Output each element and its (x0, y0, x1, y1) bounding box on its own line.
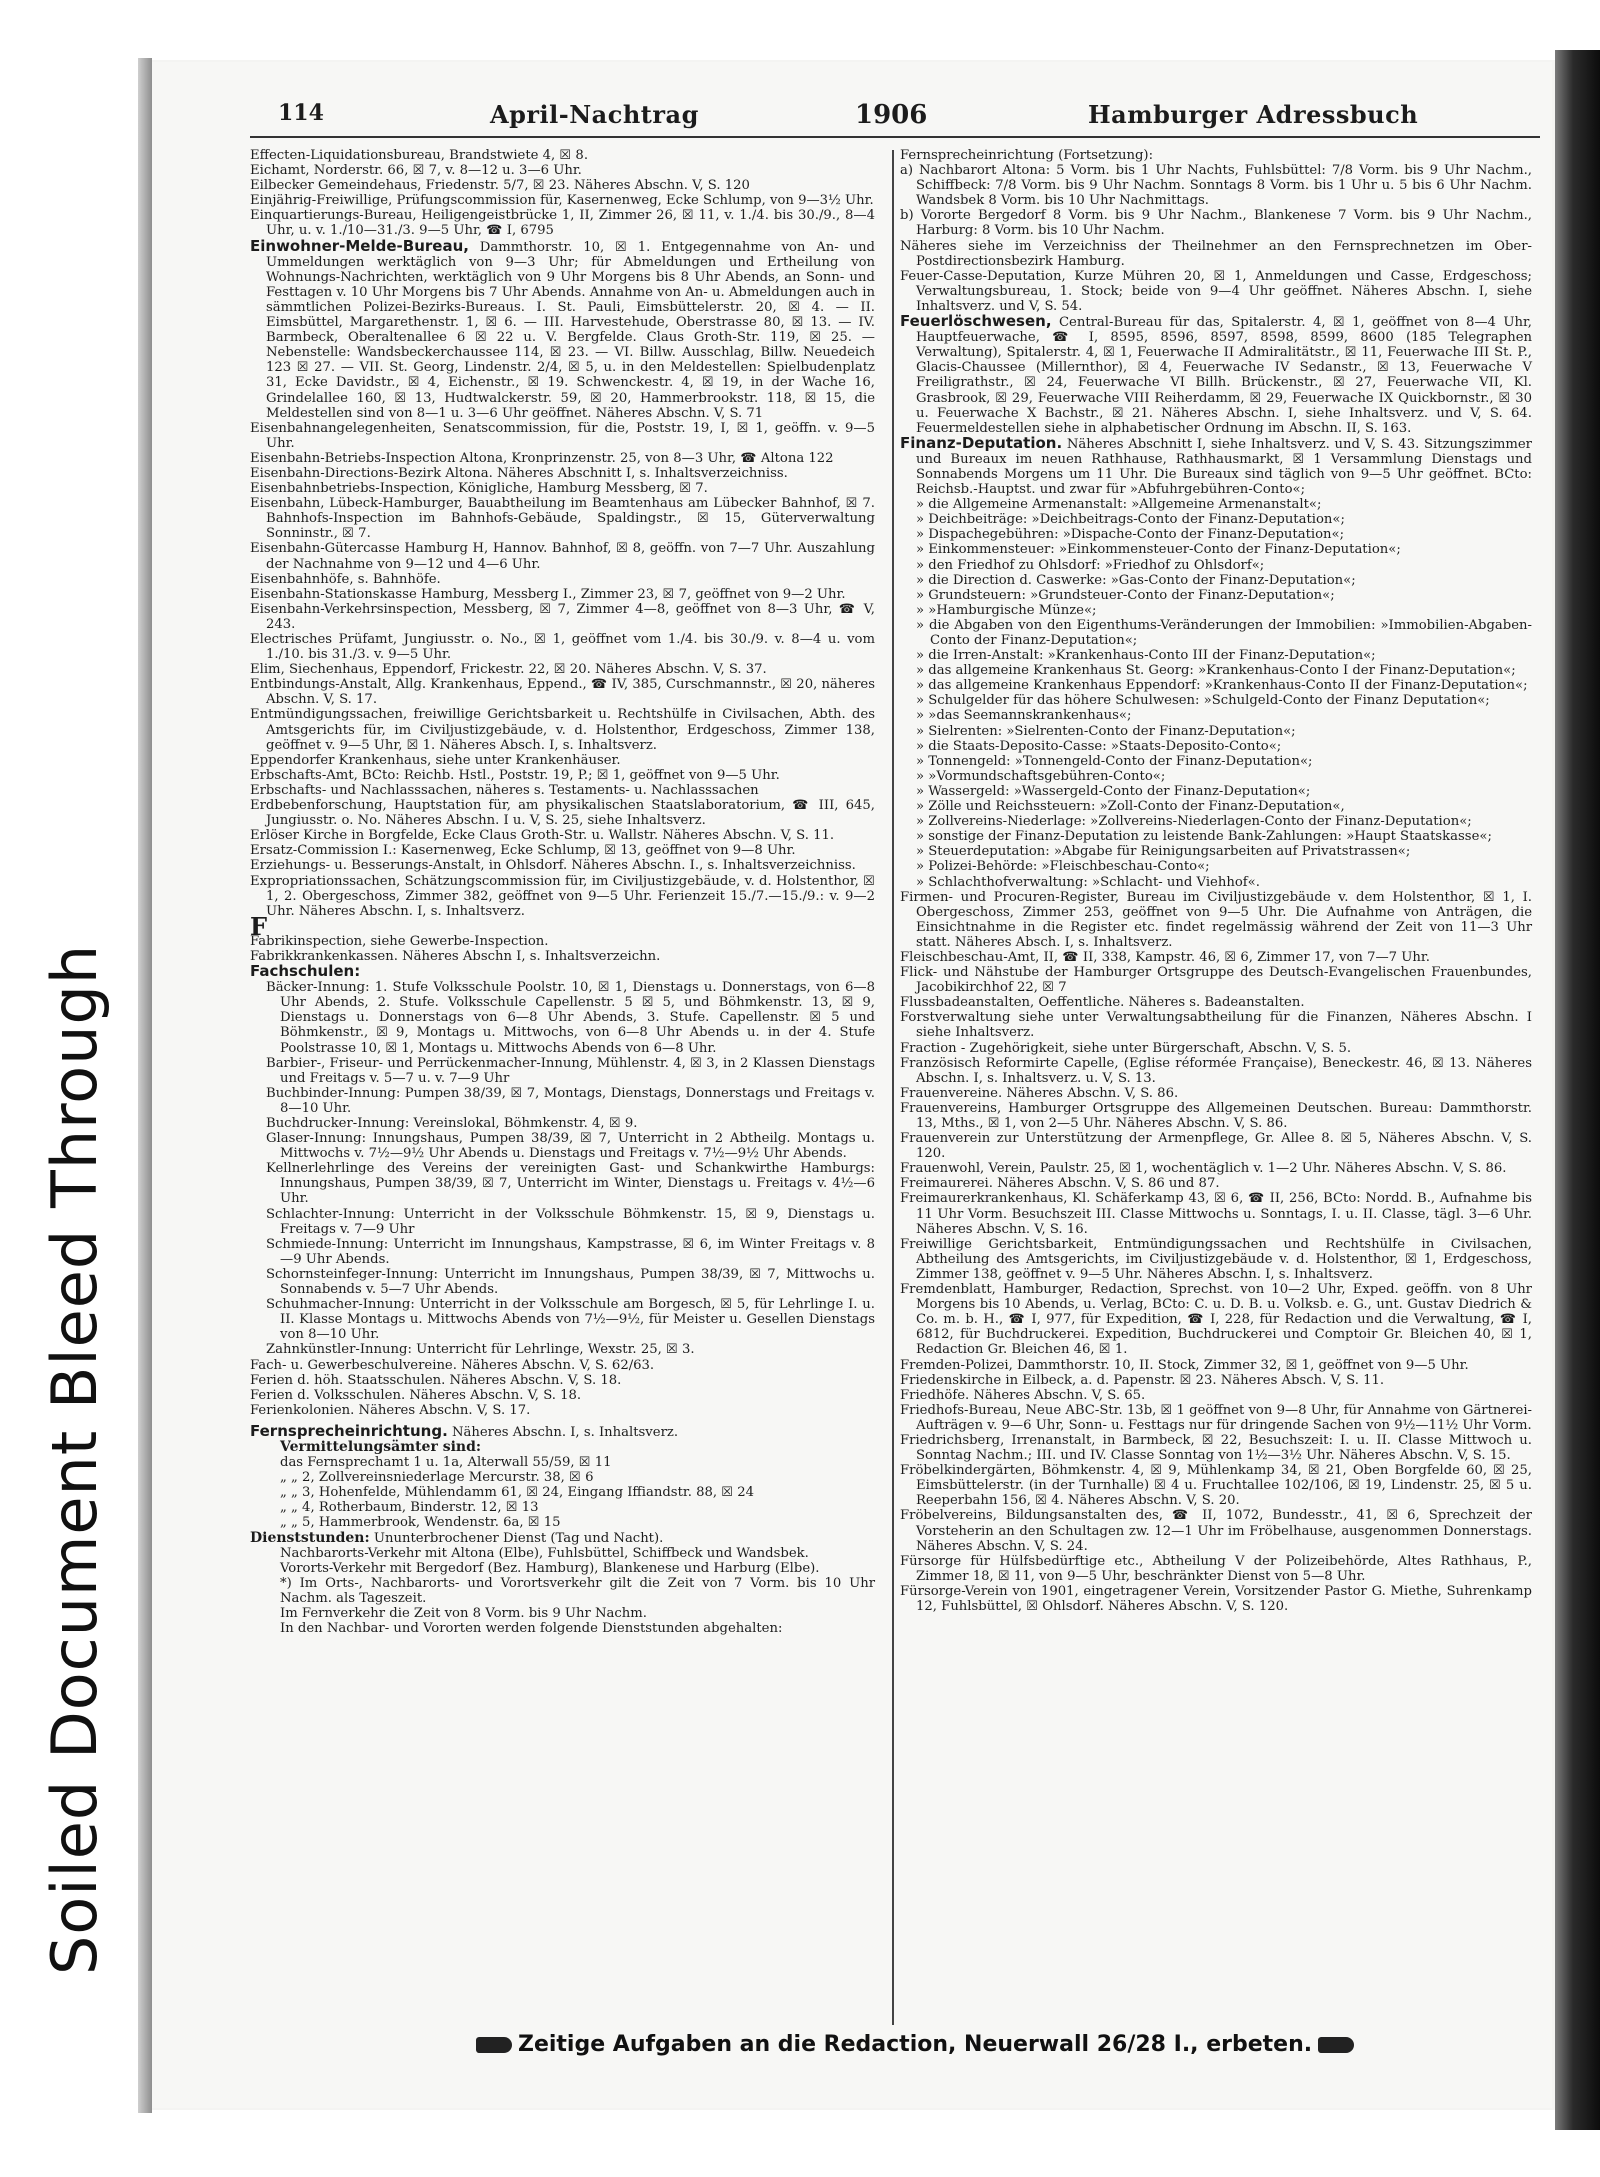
finanz-item: » Wassergeld: »Wassergeld-Conto der Finanz-Deputation«; (916, 783, 1311, 799)
fach-entry: Schmiede-Innung: Unterricht im Innungshaus, Kampstrasse, ☒ 6, im Winter Freitags v. 8—9 Uhr Abends. (266, 1236, 875, 1267)
directory-entry: Forstverwaltung siehe unter Verwaltungsabtheilung für die Finanzen, Näheres Abschn. I siehe Inhaltsverz. (900, 1010, 1532, 1041)
dienst-entry: Vororts-Verkehr mit Bergedorf (Bez. Hamburg), Blankenese und Harburg (Elbe). (280, 1560, 820, 1576)
directory-entry: Fabrikinspection, siehe Gewerbe-Inspection. (250, 933, 549, 949)
header-rule (250, 136, 1540, 138)
fach-list (250, 980, 875, 1357)
directory-entry: Ferienkolonien. Näheres Abschn. V, S. 17. (250, 1402, 531, 1418)
entry-list (250, 1358, 875, 1418)
finanz-item: » Dispachegebühren: »Dispache-Conto der Finanz-Deputation«; (916, 527, 1345, 543)
finanz-item: » den Friedhof zu Ohlsdorf: »Friedhof zu Ohlsdorf«; (916, 557, 1265, 573)
directory-entry: Eisenbahn-Betriebs-Inspection Altona, Kronprinzenstr. 25, von 8—3 Uhr, ☎ Altona 122 (250, 450, 834, 466)
pointing-hand-icon (1318, 2037, 1354, 2053)
directory-entry: Erziehungs- u. Besserungs-Anstalt, in Ohlsdorf. Näheres Abschn. I., s. Inhaltsverzeichniss. (250, 858, 856, 874)
entry-list (250, 148, 875, 239)
feuer-heading: Feuerlöschwesen, (900, 312, 1052, 331)
directory-entry: Französisch Reformirte Capelle, (Eglise réformée Française), Beneckestr. 46, ☒ 13. Näheres Abschn. I, s. Inhaltsverz. u. V, S. 13. (900, 1055, 1532, 1086)
fach-heading: Fachschulen: (250, 962, 361, 981)
directory-entry: a) Nachbarort Altona: 5 Vorm. bis 1 Uhr Nachts, Fuhlsbüttel: 7/8 Vorm. bis 9 Uhr Nachm., Schiffbeck: 7/8 Vorm. bis 9 Uhr Nachm. Sonntags 8 Vorm. bis 1 Uhr u. 5 bis 6 Uhr Nachm. Wandsbek 8 Vorm. bis 10 Uhr Nachmittags. (900, 163, 1532, 209)
melde-entry (250, 236, 875, 421)
feuer-text: Central-Bureau für das, Spitalerstr. 4, ☒ 1, geöffnet von 8—4 Uhr, Hauptfeuerwache, ☎ I, 8595, 8596, 8597, 8598, 8599, 8600 (185 Telegraphen Verwaltung), Spitalerstr. 4, ☒ 1, Feuerwache II Admiralitätstr., ☒ 11, Feuerwache III St. P., Glacis-Chaussee (Millernthor), ☒ 4, Feuerwache IV Sedanstr., ☒ 13, Feuerwache V Freiligrathstr., ☒ 24, Feuerwache VI Billh. Brückenstr., ☒ 27, Feuerwache VII, Kl. Grasbrook, ☒ 29, Feuerwache VIII Reiherdamm, ☒ 29, Feuerwache IX Quickbornstr., ☒ 30 u. Feuerwache X Bachstr., ☒ 21. Näheres Abschn. I, siehe Inhaltsverz. und V, S. 64. Feuermeldestellen siehe in alphabetischer Ordnung im Abschn. II, S. 163. (916, 315, 1532, 436)
directory-entry: Frauenverein zur Unterstützung der Armenpflege, Gr. Allee 8. ☒ 5, Näheres Abschn. V, S. 120. (900, 1131, 1532, 1162)
directory-entry: Effecten-Liquidationsbureau, Brandstwiete 4, ☒ 8. (250, 148, 589, 163)
directory-entry: Freiwillige Gerichtsbarkeit, Entmündigungssachen und Rechtshülfe in Civilsachen, Abtheilung des Amtsgerichts, im Civiljustizgebäude v. d. Holstenthor, ☒ 1, Erdgeschoss, Zimmer 138, geöffnet v. 9—5 Uhr. Näheres Abschn. I, s. Inhaltsverz. (900, 1236, 1532, 1282)
right-column (900, 148, 1532, 1614)
finanz-item: » Schulgelder für das höhere Schulwesen: »Schulgeld-Conto der Finanz Deputation«; (916, 693, 1490, 709)
finanz-item: » Steuerdeputation: »Abgabe für Reinigungsarbeiten auf Privatstrassen«; (916, 844, 1411, 860)
fach-entry: Barbier-, Friseur- und Perrückenmacher-Innung, Mühlenstr. 4, ☒ 3, in 2 Klassen Dienstags und Freitags v. 5—7 u. v. 7—9 Uhr (266, 1055, 875, 1086)
section-title: April-Nachtrag (490, 100, 699, 129)
directory-entry: Frauenvereins, Hamburger Ortsgruppe des Allgemeinen Deutschen. Bureau: Dammthorstr. 13, Mths., ☒ 1, von 2—5 Uhr. Näheres Abschn. V, S. 86. (900, 1100, 1532, 1131)
column-divider (892, 150, 894, 2025)
finanz-list (900, 497, 1532, 889)
footer-text: Zeitige Aufgaben an die Redaction, Neuerwall 26/28 I., erbeten. (518, 2032, 1313, 2057)
directory-entry: Einjährig-Freiwillige, Prüfungscommission für, Kasernenweg, Ecke Schlump, von 9—3½ Uhr. (250, 193, 874, 209)
directory-entry: Flussbadeanstalten, Oeffentliche. Näheres s. Badeanstalten. (900, 995, 1305, 1011)
directory-entry: Fürsorge für Hülfsbedürftige etc., Abtheilung V der Polizeibehörde, Altes Rathhaus, P., Zimmer 18, ☒ 11, von 9—5 Uhr, beschränkter Dienst von 5—8 Uhr. (900, 1553, 1532, 1584)
fach-entry: Zahnkünstler-Innung: Unterricht für Lehrlinge, Wexstr. 25, ☒ 3. (266, 1342, 695, 1358)
directory-entry: Fleischbeschau-Amt, II, ☎ II, 338, Kampstr. 46, ☒ 6, Zimmer 17, von 7—7 Uhr. (900, 949, 1430, 965)
page-footer (470, 2032, 1370, 2068)
fach-entry: Buchbinder-Innung: Pumpen 38/39, ☒ 7, Montags, Dienstags, Donnerstags und Freitags v. 8—10 Uhr. (266, 1085, 875, 1116)
directory-entry: Näheres siehe im Verzeichniss der Theilnehmer an den Fernsprechnetzen im Ober-Postdirectionsbezirk Hamburg. (900, 238, 1532, 269)
fach-entry: Buchdrucker-Innung: Vereinslokal, Böhmkenstr. 4, ☒ 9. (266, 1116, 638, 1131)
directory-entry: Eisenbahnangelegenheiten, Senatscommission, für die, Poststr. 19, I, ☒ 1, geöffn. v. 9—5 Uhr. (250, 420, 875, 451)
fach-entry: Schlachter-Innung: Unterricht in der Volksschule Böhmkenstr. 15, ☒ 9, Dienstags u. Freitags v. 7—9 Uhr (266, 1206, 875, 1237)
directory-entry: Eppendorfer Krankenhaus, siehe unter Krankenhäuser. (250, 752, 621, 768)
section-letter: F (250, 911, 268, 941)
directory-entry: Frauenwohl, Verein, Paulstr. 25, ☒ 1, wochentäglich v. 1—2 Uhr. Näheres Abschn. V, S. 86. (900, 1161, 1507, 1177)
finanz-item: » »Hamburgische Münze«; (916, 602, 1097, 618)
finanz-entry (900, 433, 1532, 498)
finanz-item: » die Staats-Deposito-Casse: »Staats-Deposito-Conto«; (916, 738, 1282, 754)
finanz-item: » Polizei-Behörde: »Fleischbeschau-Conto«; (916, 859, 1210, 875)
directory-entry: Friedenskirche in Eilbeck, a. d. Papenstr. ☒ 23. Näheres Absch. V, S. 11. (900, 1372, 1385, 1388)
left-column (250, 148, 875, 1636)
directory-entry: Eisenbahnhöfe, s. Bahnhöfe. (250, 571, 441, 587)
scan-dark-edge (1555, 50, 1600, 2130)
page-number: 114 (278, 100, 324, 126)
melde-heading: Einwohner-Melde-Bureau, (250, 236, 469, 255)
finanz-heading: Finanz-Deputation. (900, 433, 1063, 452)
directory-entry: Electrisches Prüfamt, Jungiusstr. o. No., ☒ 1, geöffnet vom 1./4. bis 30./9. v. 8—4 u. vom 1./10. bis 31./3. v. 9—5 Uhr. (250, 632, 875, 663)
finanz-item: » Schlachthofverwaltung: »Schlacht- und Viehhof«. (916, 874, 1260, 890)
finanz-item: » die Abgaben von den Eigenthums-Veränderungen der Immobilien: »Immobilien-Abgaben-Conto der Finanz-Deputation«; (916, 617, 1532, 648)
dienst-entry: Im Fernverkehr die Zeit von 8 Vorm. bis 9 Uhr Nachm. (280, 1606, 647, 1621)
directory-entry: Erdbebenforschung, Hauptstation für, am physikalischen Staatslaboratorium, ☎ III, 645, Jungiusstr. o. No. Näheres Abschn. I u. V, S. 25, siehe Inhaltsverz. (250, 798, 875, 829)
verm-entry: „ „ 2, Zollvereinsniederlage Mercurstr. 38, ☒ 6 (280, 1470, 594, 1486)
fach-entry: Bäcker-Innung: 1. Stufe Volksschule Poolstr. 10, ☒ 1, Dienstags u. Donnerstags, von 6—8 Uhr Abends, 2. Stufe. Volksschule Capellenstr. 5 ☒ 5, und Böhmkenstr. 13, ☒ 9, Dienstags u. Donnerstags von 6—8 Uhr Abends, 3. Stufe. Capellenstr. ☒ 5 und Böhmkenstr., ☒ 9, Montags u. Mittwochs, von 6—8 Uhr Abends u. in der 4. Stufe Poolstrasse 10, ☒ 1, Montags u. Mittwochs Abends von 6—8 Uhr. (266, 980, 875, 1056)
directory-entry: Erbschafts-Amt, BCto: Reichb. Hstl., Poststr. 19, P.; ☒ 1, geöffnet von 9—5 Uhr. (250, 767, 780, 783)
directory-entry: Flick- und Nähstube der Hamburger Ortsgruppe des Deutsch-Evangelischen Frauenbundes, Jacobikirchhof 22, ☒ 7 (900, 965, 1532, 996)
book-title: Hamburger Adressbuch (1088, 100, 1419, 129)
finanz-item: » die Irren-Anstalt: »Krankenhaus-Conto III der Finanz-Deputation«; (916, 648, 1376, 664)
fach-entry: Schuhmacher-Innung: Unterricht in der Volksschule am Borgesch, ☒ 5, für Lehrlinge I. u. II. Klasse Montags u. Mittwochs Abends von 7½—9½, für Meister u. Gesellen Dienstags von 8—10 Uhr. (266, 1297, 875, 1343)
finanz-text: Näheres Abschnitt I, siehe Inhaltsverz. und V, S. 43. Sitzungszimmer und Bureaux im neuen Rathhause, Rathhausmarkt, ☒ 1 Versammlung Dienstags und Sonnabends Morgens um 11 Uhr. Die Bureaux sind täglich von 9—5 Uhr geöffnet. BCto: Reichsb.-Hauptst. und zwar für »Abfuhrgebühren-Conto«; (916, 436, 1532, 498)
entry-list (900, 148, 1532, 314)
directory-entry: Ferien d. Volksschulen. Näheres Abschn. V, S. 18. (250, 1387, 582, 1403)
finanz-item: » sonstige der Finanz-Deputation zu leistende Bank-Zahlungen: »Haupt Staatskasse«; (916, 829, 1492, 845)
dienst-entry (250, 1531, 875, 1546)
directory-entry: Expropriationssachen, Schätzungscommission für, im Civiljustizgebäude, v. d. Holstenthor, ☒ 1, 2. Obergeschoss, Zimmer 382, geöffnet von 9—5 Uhr. Ferienzeit 15./7.—15./9.: v. 9—2 Uhr. Näheres Abschn. I, s. Inhaltsverz. (250, 873, 875, 919)
verm-entry: „ „ 4, Rotherbaum, Binderstr. 12, ☒ 13 (280, 1500, 539, 1516)
dienst-list (250, 1546, 875, 1637)
verm-entry: „ „ 5, Hammerbrook, Wendenstr. 6a, ☒ 15 (280, 1515, 561, 1531)
directory-entry: Ersatz-Commission I.: Kasernenweg, Ecke Schlump, ☒ 13, geöffnet von 9—8 Uhr. (250, 843, 796, 859)
finanz-item: » Einkommensteuer: »Einkommensteuer-Conto der Finanz-Deputation«; (916, 542, 1401, 558)
directory-entry: Fernsprecheinrichtung (Fortsetzung): (900, 148, 1154, 163)
year-title: 1906 (855, 100, 928, 130)
directory-entry: Eisenbahn-Verkehrsinspection, Messberg, ☒ 7, Zimmer 4—8, geöffnet von 8—3 Uhr, ☎ V, 243. (250, 601, 875, 632)
directory-entry: Eisenbahnbetriebs-Inspection, Königliche, Hamburg Messberg, ☒ 7. (250, 481, 708, 497)
verm-list (250, 1455, 875, 1530)
directory-entry: Entbindungs-Anstalt, Allg. Krankenhaus, Eppend., ☎ IV, 385, Curschmannstr., ☒ 20, näheres Abschn. V, S. 17. (250, 677, 875, 708)
directory-entry: Eilbecker Gemeindehaus, Friedenstr. 5/7, ☒ 23. Näheres Abschn. V, S. 120 (250, 178, 750, 194)
verm-heading: Vermittelungsämter sind: (280, 1438, 482, 1455)
directory-entry: Fabrikkrankenkassen. Näheres Abschn I, s. Inhaltsverzeichn. (250, 948, 661, 964)
directory-entry: Fröbelkindergärten, Böhmkenstr. 4, ☒ 9, Mühlenkamp 34, ☒ 21, Oben Borgfelde 60, ☒ 25, Eimsbüttelerstr. (in der Turnhalle) ☒ 4 u. Fruchtallee 102/106, ☒ 19, Lindenstr. 25, ☒ 5 u. Reeperbahn 156, ☒ 4. Näheres Abschn. V, S. 20. (900, 1463, 1532, 1509)
entry-list (250, 934, 875, 964)
finanz-item: » das allgemeine Krankenhaus Eppendorf: »Krankenhaus-Conto II der Finanz-Deputation«; (916, 678, 1528, 694)
fach-entry: Kellnerlehrlinge des Vereins der vereinigten Gast- und Schankwirthe Hamburgs: Innungshaus, Pumpen 38/39, ☒ 7, Unterricht im Winter, Dienstags u. Freitags v. 4½—6 Uhr. (266, 1161, 875, 1207)
dienst-text: Ununterbrochener Dienst (Tag und Nacht). (373, 1530, 664, 1546)
finanz-item: » die Direction d. Caswerke: »Gas-Conto der Finanz-Deputation«; (916, 572, 1356, 588)
directory-entry: Eisenbahn, Lübeck-Hamburger, Bauabtheilung im Beamtenhaus am Lübecker Bahnhof, ☒ 7. Bahnhofs-Inspection im Bahnhofs-Gebäude, Spaldingstr., ☒ 15, Güterverwaltung Sonninstr., ☒ 7. (250, 496, 875, 542)
directory-entry: Elim, Siechenhaus, Eppendorf, Frickestr. 22, ☒ 20. Näheres Abschn. V, S. 37. (250, 662, 767, 678)
directory-entry: Fremden-Polizei, Dammthorstr. 10, II. Stock, Zimmer 32, ☒ 1, geöffnet von 9—5 Uhr. (900, 1357, 1469, 1373)
directory-entry: Freimaurerei. Näheres Abschn. V, S. 86 und 87. (900, 1176, 1220, 1192)
verm-entry: „ „ 3, Hohenfelde, Mühlendamm 61, ☒ 24, Eingang Iffiandstr. 88, ☒ 24 (280, 1485, 755, 1501)
directory-entry: b) Vororte Bergedorf 8 Vorm. bis 9 Uhr Nachm., Blankenese 7 Vorm. bis 9 Uhr Nachm., Harburg: 8 Vorm. bis 10 Uhr Nachm. (900, 208, 1532, 239)
finanz-item: » Grundsteuern: »Grundsteuer-Conto der Finanz-Deputation«; (916, 587, 1335, 603)
fach-entry: Glaser-Innung: Innungshaus, Pumpen 38/39, ☒ 7, Unterricht in 2 Abtheilg. Montags u. Mittwochs v. 7½—9½ Uhr Abends u. Dienstags und Freitags v. 7½—9½ Uhr Abends. (266, 1131, 875, 1162)
entry-list (900, 890, 1532, 1615)
directory-entry: Fach- u. Gewerbeschulvereine. Näheres Abschn. V, S. 62/63. (250, 1357, 655, 1373)
dienst-entry: In den Nachbar- und Vororten werden folgende Dienststunden abgehalten: (280, 1621, 783, 1637)
directory-entry: Eichamt, Norderstr. 66, ☒ 7, v. 8—12 u. 3—6 Uhr. (250, 163, 582, 179)
finanz-item: » die Allgemeine Armenanstalt: »Allgemeine Armenanstalt«; (916, 497, 1322, 513)
page-binding-edge (138, 58, 152, 2113)
directory-entry: Einquartierungs-Bureau, Heiligengeistbrücke 1, II, Zimmer 26, ☒ 11, v. 1./4. bis 30./9., 8—4 Uhr, u. v. 1./10—31./3. 9—5 Uhr, ☎ I, 6795 (250, 208, 875, 239)
page-header (250, 96, 1540, 136)
finanz-item: » Zollvereins-Niederlage: »Zollvereins-Niederlagen-Conto der Finanz-Deputation«; (916, 814, 1472, 830)
directory-entry: Friedrichsberg, Irrenanstalt, in Barmbeck, ☒ 22, Besuchszeit: I. u. II. Classe Mittwoch u. Sonntag Nachm.; III. und IV. Classe Sonntag von 1½—3½ Uhr. Näheres Abschn. V, S. 15. (900, 1432, 1532, 1464)
directory-entry: Fürsorge-Verein von 1901, eingetragener Verein, Vorsitzender Pastor G. Miethe, Suhrenkamp 12, Fuhlsbüttel, ☒ Ohlsdorf. Näheres Abschn. V, S. 120. (900, 1583, 1532, 1614)
directory-entry: Erbschafts- und Nachlasssachen, näheres s. Testaments- u. Nachlasssachen (250, 782, 759, 798)
verm-entry: das Fernsprechamt 1 u. 1a, Alterwall 55/59, ☒ 11 (280, 1455, 612, 1471)
fach-entry: Schornsteinfeger-Innung: Unterricht im Innungshaus, Pumpen 38/39, ☒ 7, Mittwochs u. Sonnabends v. 5—7 Uhr Abends. (266, 1266, 875, 1298)
directory-entry: Firmen- und Procuren-Register, Bureau im Civiljustizgebäude v. dem Holstenthor, ☒ 1, I. Obergeschoss, Zimmer 253, geöffnet von 9—5 Uhr. Die Aufnahme von Anträgen, die Einsichtnahme in die Register etc. findet regelmässig während der Zeit von 11—3 Uhr statt. Näheres Absch. I, s. Inhaltsverz. (900, 889, 1532, 950)
directory-entry: Eisenbahn-Directions-Bezirk Altona. Näheres Abschnitt I, s. Inhaltsverzeichniss. (250, 465, 788, 481)
directory-entry: Feuer-Casse-Deputation, Kurze Mühren 20, ☒ 1, Anmeldungen und Casse, Erdgeschoss; Verwaltungsbureau, 1. Stock; beide von 9—4 Uhr geöffnet. Näheres Abschn. I, siehe Inhaltsverz. und V, S. 54. (900, 268, 1532, 314)
directory-entry: Frauenvereine. Näheres Abschn. V, S. 86. (900, 1085, 1179, 1101)
finanz-item: » »das Seemannskrankenhaus«; (916, 708, 1132, 724)
fach-heading-line (250, 964, 875, 980)
directory-entry: Friedhöfe. Näheres Abschn. V, S. 65. (900, 1387, 1146, 1403)
directory-entry: Eisenbahn-Stationskasse Hamburg, Messberg I., Zimmer 23, ☒ 7, geöffnet von 9—2 Uhr. (250, 586, 846, 602)
feuer-entry (900, 314, 1532, 436)
pointing-hand-icon (476, 2037, 512, 2053)
directory-entry: Entmündigungssachen, freiwillige Gerichtsbarkeit u. Rechtshülfe in Civilsachen, Abth. des Amtsgerichts für, im Civiljustizgebäude, v. d. Holstenthor, Erdgeschoss, Zimmer 138, geöffnet v. 9—5 Uhr, ☒ 1. Näheres Absch. I, s. Inhaltsverz. (250, 707, 875, 753)
fern-text: Näheres Abschn. I, s. Inhaltsverz. (451, 1424, 679, 1440)
entry-list (250, 421, 875, 919)
dienst-entry: Nachbarorts-Verkehr mit Altona (Elbe), Fuhlsbüttel, Schiffbeck und Wandsbek. (280, 1545, 809, 1561)
directory-entry: Eisenbahn-Gütercasse Hamburg H, Hannov. Bahnhof, ☒ 8, geöffn. von 7—7 Uhr. Auszahlung der Nachnahme von 9—12 und 4—6 Uhr. (250, 541, 875, 572)
finanz-item: » Sielrenten: »Sielrenten-Conto der Finanz-Deputation«; (916, 723, 1296, 739)
finanz-item: » »Vormundschaftsgebühren-Conto«; (916, 768, 1166, 784)
directory-entry: Friedhofs-Bureau, Neue ABC-Str. 13b, ☒ 1 geöffnet von 9—8 Uhr, für Annahme von Gärtnerei-Aufträgen v. 9—6 Uhr, Sonn- u. Festtags nur für dringende Sachen von 9½—11½ Uhr Vorm. (900, 1402, 1532, 1433)
finanz-item: » Zölle und Reichssteuern: »Zoll-Conto der Finanz-Deputation«, (916, 799, 1345, 815)
finanz-item: » Deichbeiträge: »Deichbeitrags-Conto der Finanz-Deputation«; (916, 512, 1345, 528)
finanz-item: » Tonnengeld: »Tonnengeld-Conto der Finanz-Deputation«; (916, 753, 1313, 769)
directory-entry: Ferien d. höh. Staatsschulen. Näheres Abschn. V, S. 18. (250, 1372, 622, 1388)
dienst-entry: *) Im Orts-, Nachbarorts- und Vorortsverkehr gilt die Zeit von 7 Vorm. bis 10 Uhr Nachm. als Tageszeit. (280, 1575, 875, 1606)
directory-entry: Fröbelvereins, Bildungsanstalten des, ☎ II, 1072, Bundesstr., 41, ☒ 6, Sprechzeit der Vorsteherin an den Schultagen zw. 12—1 Uhr im Fröbelhause, ausgenommen Donnerstags. Näheres Abschn. V, S. 24. (900, 1508, 1532, 1554)
directory-entry: Erlöser Kirche in Borgfelde, Ecke Claus Groth-Str. u. Wallstr. Näheres Abschn. V, S. 11. (250, 828, 835, 844)
fern-entry (250, 1421, 875, 1440)
fern-heading: Fernsprecheinrichtung. (250, 1421, 448, 1440)
directory-entry: Fraction - Zugehörigkeit, siehe unter Bürgerschaft, Abschn. V, S. 5. (900, 1040, 1352, 1056)
directory-entry: Fremdenblatt, Hamburger, Redaction, Sprechst. von 10—2 Uhr, Exped. geöffn. von 8 Uhr Morgens bis 10 Abends, u. Verlag, BCto: C. u. D. B. u. Volksb. e. G., unt. Gustav Diedrich & Co. m. b. H., ☎ I, 977, für Expedition, ☎ I, 228, für Redaction und die Verwaltung, ☎ I, 6812, für Buchdruckerei. Expedition, Buchdruckerei und Comptoir Gr. Bleichen 40, ☒ 1, Redaction Gr. Bleichen 46, ☒ 1. (900, 1282, 1532, 1358)
finanz-item: » das allgemeine Krankenhaus St. Georg: »Krankenhaus-Conto I der Finanz-Deputation«; (916, 663, 1516, 679)
directory-entry: Freimaurerkrankenhaus, Kl. Schäferkamp 43, ☒ 6, ☎ II, 256, BCto: Nordd. B., Aufnahme bis 11 Uhr Vorm. Besuchszeit III. Classe Mittwochs u. Sonntags, I. u. II. Classe, tägl. 3—6 Uhr. Näheres Abschn. V, S. 16. (900, 1191, 1532, 1237)
dienst-heading: Dienststunden: (250, 1529, 370, 1546)
melde-text: Dammthorstr. 10, ☒ 1. Entgegennahme von An- und Ummeldungen werktäglich von 9—3 Uhr; für Abmeldungen und Ertheilung von Wohnungs-Nachrichten, werktäglich von 9 Uhr Morgens bis 8 Uhr Abends, an Sonn- und Festtagen v. 10 Uhr Morgens bis 7 Uhr Abends. Annahme von An- u. Abmeldungen auch in sämmtlichen Polizei-Bezirks-Bureaus. I. St. Pauli, Eimsbüttelerstr. 20, ☒ 4. — II. Eimsbüttel, Margarethenstr. 1, ☒ 6. — III. Harvestehude, Oberstrasse 80, ☒ 13. — IV. Barmbeck, Oberaltenallee 6 ☒ 22 u. V. Bergfelde. Claus Groth-Str. 119, ☒ 25. — Nebenstelle: Wandsbeckerchaussee 114, ☒ 23. — VI. Billw. Ausschlag, Billw. Neuedeich 123 ☒ 27. — VII. St. Georg, Lindenstr. 2/4, ☒ 5, u. in den Meldestellen: Spielbudenplatz 31, Ecke Davidstr., ☒ 4, Eichenstr., ☒ 19. Schwenckestr. 4, ☒ 19, in der Wache 16, Grindelallee 160, ☒ 13, Hudtwalckerstr. 59, ☒ 20, Hammerbrookstr. 118, ☒ 15, die Meldestellen sind von 8—1 u. 3—6 Uhr geöffnet. Näheres Abschn. V, S. 71 (266, 239, 875, 421)
condition-label: Soiled Document Bleed Through (38, 943, 111, 1975)
